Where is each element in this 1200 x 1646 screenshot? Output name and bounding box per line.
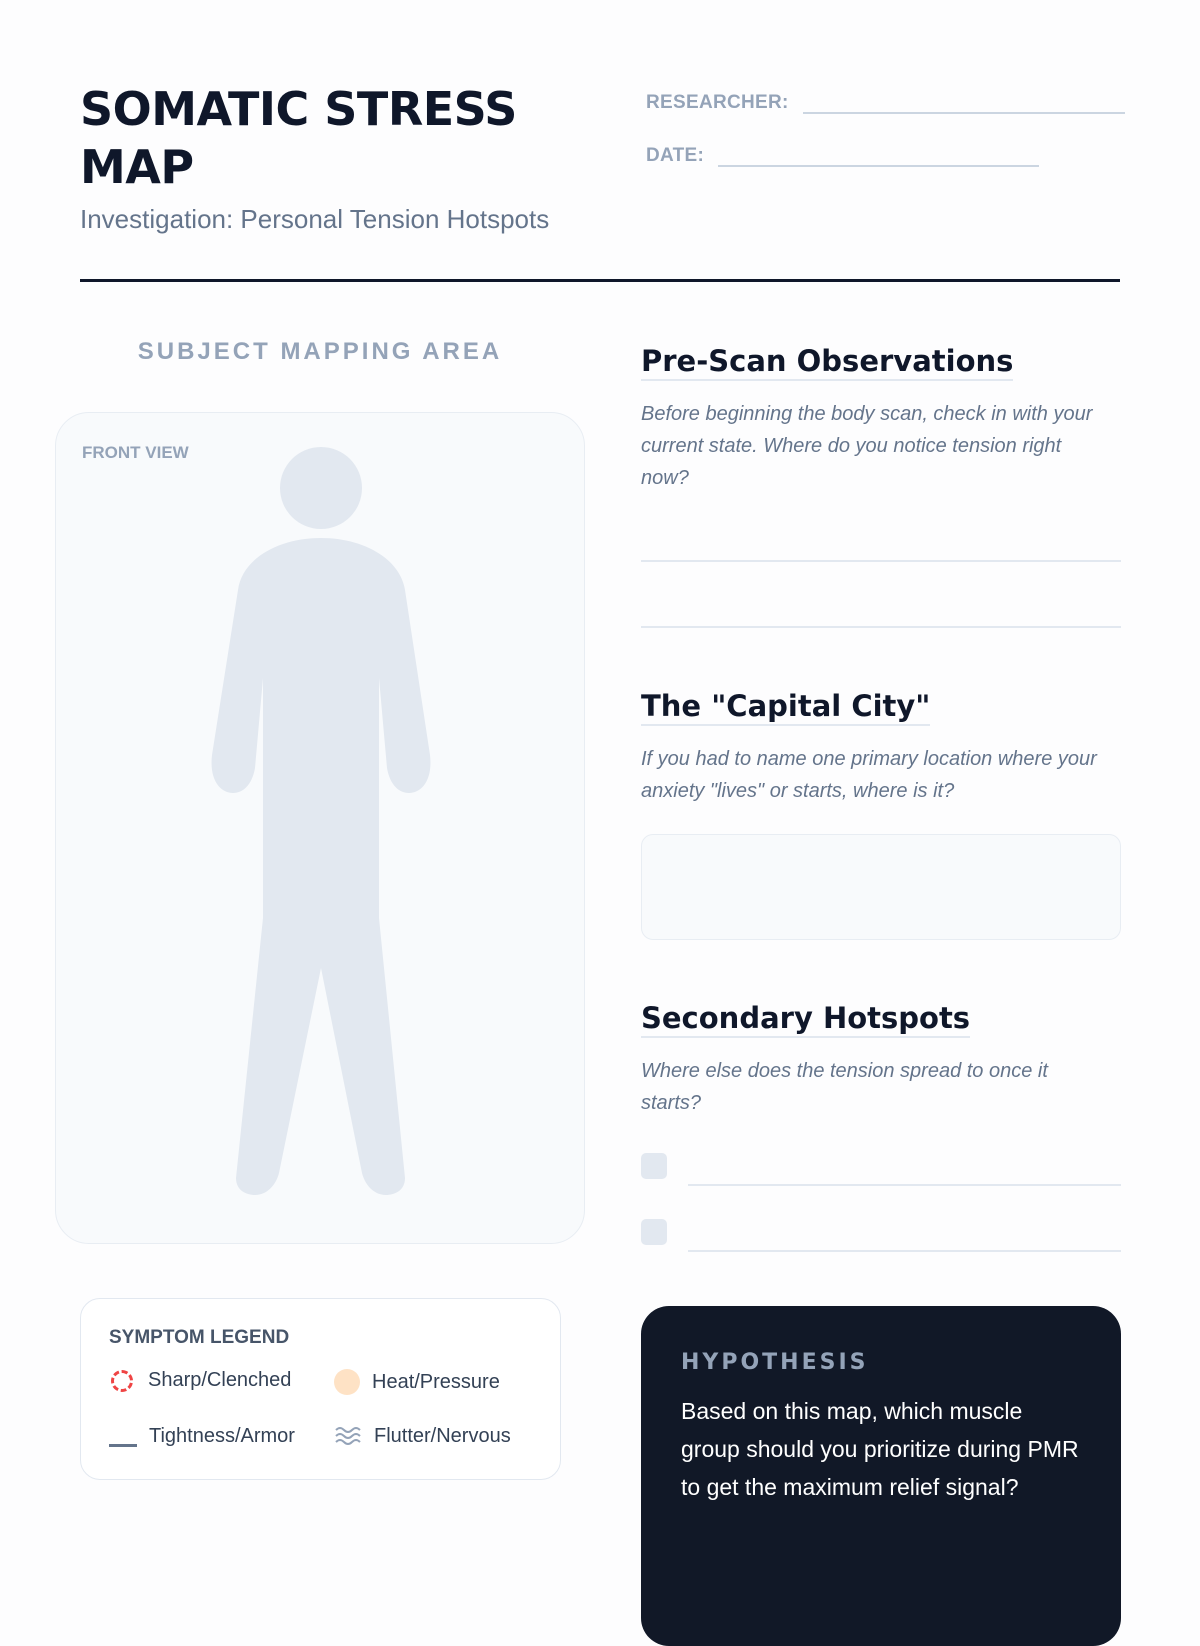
underline-icon: [109, 1422, 137, 1450]
page-subtitle: Investigation: Personal Tension Hotspots: [80, 204, 550, 234]
legend-item-tightness: [109, 1422, 295, 1450]
header-divider: [80, 279, 1120, 282]
researcher-field[interactable]: [803, 88, 1125, 114]
wavy-lines-icon: [334, 1422, 362, 1450]
peach-dot-icon: [334, 1369, 360, 1395]
secondary-hotspots-title: Secondary Hotspots: [641, 1000, 970, 1038]
legend-item-heat: [334, 1369, 500, 1395]
hotspot-answer-line[interactable]: [688, 1184, 1121, 1186]
legend-item-flutter: [334, 1422, 511, 1450]
legend-title: SYMPTOM LEGEND: [109, 1327, 290, 1348]
legend-label: Flutter/Nervous: [374, 1424, 511, 1447]
symptom-legend: [80, 1298, 561, 1480]
date-label: DATE:: [646, 145, 705, 166]
page-title: SOMATIC STRESS MAP: [80, 82, 517, 194]
pre-scan-answer-line[interactable]: [641, 626, 1121, 628]
hypothesis-card: [641, 1306, 1121, 1646]
hypothesis-text: Based on this map, which muscle group should you prioritize during PMR to get the maximum relief signal?: [681, 1398, 1079, 1500]
legend-label: Sharp/Clenched: [148, 1369, 292, 1391]
pre-scan-prompt: Before beginning the body scan, check in with your current state. Where do you notice tension right now?: [641, 403, 1093, 489]
mapping-area-heading: SUBJECT MAPPING AREA: [137, 338, 503, 365]
legend-item-sharp: [109, 1369, 291, 1392]
date-field[interactable]: [718, 141, 1039, 167]
pre-scan-answer-line[interactable]: [641, 560, 1121, 562]
capital-city-answer-box[interactable]: [641, 834, 1121, 940]
legend-label: Heat/Pressure: [372, 1370, 500, 1393]
researcher-row: [646, 88, 1125, 114]
body-silhouette-icon[interactable]: [56, 413, 586, 1245]
researcher-label: RESEARCHER:: [646, 92, 789, 113]
capital-city-title: The "Capital City": [641, 688, 930, 726]
front-view-label: FRONT VIEW: [82, 443, 189, 462]
hotspot-checkbox[interactable]: [641, 1219, 667, 1245]
legend-label: Tightness/Armor: [149, 1424, 295, 1447]
hypothesis-title: HYPOTHESIS: [681, 1350, 869, 1375]
secondary-hotspots-prompt: Where else does the tension spread to once it starts?: [641, 1060, 1048, 1114]
dashed-red-circle-icon: [111, 1370, 133, 1392]
mapping-area-panel[interactable]: [55, 412, 585, 1244]
hotspot-checkbox[interactable]: [641, 1153, 667, 1179]
hotspot-answer-line[interactable]: [688, 1250, 1121, 1252]
date-row: [646, 141, 1039, 167]
pre-scan-title: Pre-Scan Observations: [641, 343, 1013, 381]
capital-city-prompt: If you had to name one primary location where your anxiety "lives" or starts, where is it?: [641, 748, 1097, 802]
